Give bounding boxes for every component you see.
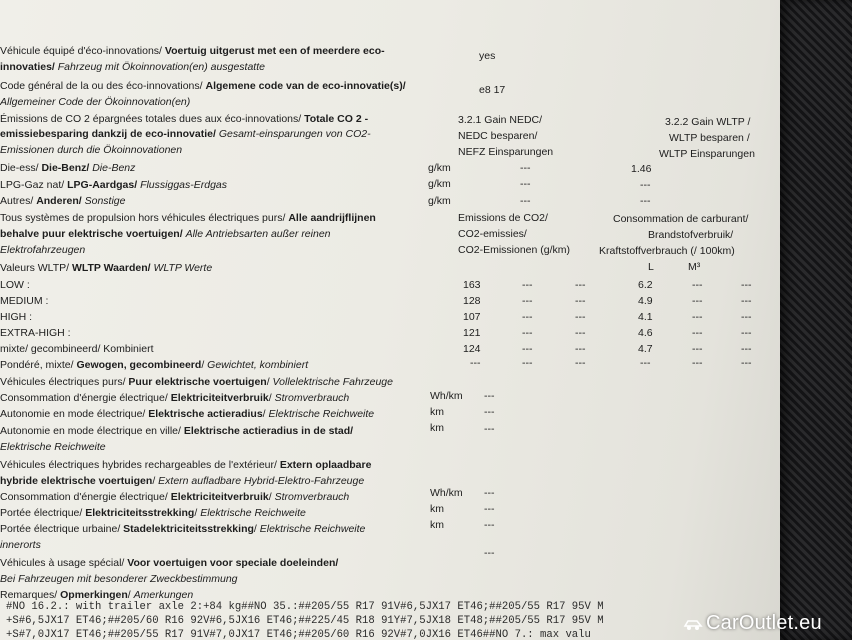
line-segment: Anderen/ xyxy=(36,195,85,207)
value-cell: --- xyxy=(692,357,703,369)
value-cell: Consommation de carburant/ xyxy=(613,213,749,225)
line-segment: Sonstige xyxy=(84,195,126,207)
line-segment: Opmerkingen xyxy=(60,589,128,601)
line-segment: Die-Benz/ xyxy=(41,162,93,174)
line-segment: Alle Antriebsarten außer reinen xyxy=(185,228,331,240)
document-line xyxy=(0,162,135,175)
document-line xyxy=(0,262,212,275)
value-cell: --- xyxy=(741,279,752,291)
line-segment: Véhicules à usage spécial/ xyxy=(0,557,128,569)
value-cell: --- xyxy=(575,343,586,355)
line-segment: Stadelektriciteitsstrekking xyxy=(123,523,254,535)
value-cell: --- xyxy=(741,357,752,369)
line-segment: Extern oplaadbare xyxy=(279,459,372,471)
line-segment: HIGH : xyxy=(0,311,33,323)
line-segment: Elektrofahrzeugen xyxy=(0,244,86,256)
line-segment: Flussiggas-Erdgas xyxy=(140,179,228,191)
document-line xyxy=(0,408,374,421)
line-segment: Véhicules électriques purs/ xyxy=(0,376,129,388)
value-cell: km xyxy=(430,406,444,418)
value-cell: 4.7 xyxy=(638,343,653,355)
line-segment: Elektriciteitsstrekking xyxy=(85,507,195,519)
remarks-line: +S#7,0JX17 ET46;##205/55 R17 91V#7,0JX17 ET46;##205/60 R16 92V#7,0JX16 ET46##NO 7.: max valu xyxy=(6,629,591,640)
dark-fabric-edge xyxy=(780,0,852,640)
document-line xyxy=(0,475,364,488)
value-cell: L xyxy=(648,261,654,273)
value-cell: WLTP Einsparungen xyxy=(659,148,755,160)
line-segment: Die-Benz xyxy=(92,162,136,174)
document-line xyxy=(0,507,306,520)
value-cell: --- xyxy=(741,311,752,323)
line-segment: Autres/ xyxy=(0,195,37,207)
line-segment: / xyxy=(194,507,201,519)
value-cell: NEFZ Einsparungen xyxy=(458,146,554,158)
value-cell: --- xyxy=(522,295,533,307)
line-segment: LPG-Gaz nat/ xyxy=(0,179,68,191)
document-line xyxy=(0,195,126,208)
line-segment: Bei Fahrzeugen mit besonderer Zweckbestimmung xyxy=(0,573,238,585)
line-segment: Véhicule équipé d'éco-innovations/ xyxy=(0,45,165,57)
line-segment: Gesamt-einsparungen von CO2- xyxy=(218,128,371,140)
line-segment: Voor voertuigen voor speciale doeleinden/ xyxy=(127,557,339,569)
value-cell: M³ xyxy=(688,261,701,273)
document-line xyxy=(0,392,349,405)
caroutlet-logo-icon xyxy=(683,614,703,634)
document-line xyxy=(0,491,349,504)
value-cell: --- xyxy=(522,327,533,339)
value-cell: 124 xyxy=(463,343,481,355)
value-cell: km xyxy=(430,519,444,531)
line-segment: innovaties/ xyxy=(0,61,58,73)
line-segment: Elektrische actieradius xyxy=(148,408,263,420)
document-line xyxy=(0,244,85,257)
value-cell: --- xyxy=(470,357,481,369)
value-cell: --- xyxy=(522,357,533,369)
value-cell: g/km xyxy=(428,162,451,174)
line-segment: Alle aandrijflijnen xyxy=(288,212,376,224)
value-cell: --- xyxy=(640,357,651,369)
line-segment: / xyxy=(127,589,134,601)
line-segment: Puur elektrische voertuigen xyxy=(128,376,267,388)
line-segment: Totale CO 2 - xyxy=(304,113,369,125)
line-segment: / xyxy=(268,392,275,404)
line-segment: Émissions de CO 2 épargnées totales dues aux éco-innovations/ xyxy=(0,113,305,125)
value-cell: --- xyxy=(741,327,752,339)
value-cell: NEDC besparen/ xyxy=(458,130,538,142)
value-cell: --- xyxy=(522,279,533,291)
line-segment: Consommation d'énergie électrique/ xyxy=(0,392,171,404)
line-segment: Stromverbrauch xyxy=(274,491,350,503)
line-segment: Véhicules électriques hybrides rechargeables de l'extérieur/ xyxy=(0,459,280,471)
line-segment: Portée électrique/ xyxy=(0,507,86,519)
value-cell: 4.1 xyxy=(638,311,653,323)
line-segment: Pondéré, mixte/ xyxy=(0,359,77,371)
line-segment: Elektriciteitverbruik xyxy=(170,392,269,404)
document-line xyxy=(0,459,371,472)
document-line xyxy=(0,113,368,126)
value-cell: --- xyxy=(575,279,586,291)
line-segment: Autonomie en mode électrique/ xyxy=(0,408,149,420)
document-line xyxy=(0,523,365,536)
value-cell: --- xyxy=(692,327,703,339)
value-cell: 107 xyxy=(463,311,481,323)
value-cell: --- xyxy=(692,311,703,323)
remarks-line: +S#6,5JX17 ET46;##205/60 R16 92V#6,5JX16 ET46;##225/45 R18 91Y#7,5JX18 ET48;##205/55 R17 95V M xyxy=(6,615,604,627)
line-segment: WLTP Waarden/ xyxy=(71,262,154,274)
line-segment: Stromverbrauch xyxy=(274,392,350,404)
line-segment: Emissionen durch die Ökoinnovationen xyxy=(0,144,183,156)
value-cell: --- xyxy=(741,295,752,307)
document-line xyxy=(0,539,41,552)
line-segment: LPG-Aardgas/ xyxy=(67,179,141,191)
value-cell: --- xyxy=(640,179,651,191)
value-cell: CO2-Emissionen (g/km) xyxy=(458,244,571,256)
value-cell: --- xyxy=(741,343,752,355)
document-line xyxy=(0,343,154,356)
value-cell: 4.6 xyxy=(638,327,653,339)
line-segment: Fahrzeug mit Ökoinnovation(en) ausgestatte xyxy=(57,61,265,73)
line-segment: Elektriciteitverbruik xyxy=(170,491,269,503)
line-segment: Valeurs WLTP/ xyxy=(0,262,72,274)
value-cell: 4.9 xyxy=(638,295,653,307)
document-line xyxy=(0,359,308,372)
value-cell: g/km xyxy=(428,178,451,190)
line-segment: Vollelektrische Fahrzeuge xyxy=(272,376,393,388)
value-cell: 6.2 xyxy=(638,279,653,291)
document-line xyxy=(0,311,32,324)
watermark: CarOutlet.eu xyxy=(706,612,822,634)
value-cell: --- xyxy=(484,547,495,559)
document-line xyxy=(0,80,406,93)
line-segment: Elektrische Reichweite xyxy=(200,507,306,519)
document-line xyxy=(0,441,106,454)
document-line xyxy=(0,376,393,389)
value-cell: Kraftstoffverbrauch (/ 100km) xyxy=(599,245,735,257)
line-segment: / xyxy=(262,408,269,420)
document-line xyxy=(0,425,353,438)
value-cell: 3.2.1 Gain NEDC/ xyxy=(458,114,543,126)
document-line xyxy=(0,96,190,109)
line-segment: Extern aufladbare Hybrid-Elektro-Fahrzeuge xyxy=(158,475,365,487)
line-segment: hybride elektrische voertuigen xyxy=(0,475,153,487)
line-segment: EXTRA-HIGH : xyxy=(0,327,71,339)
value-cell: km xyxy=(430,422,444,434)
line-segment: Elektrische Reichweite xyxy=(259,523,366,535)
line-segment: Autonomie en mode électrique en ville/ xyxy=(0,425,184,437)
line-segment: mixte/ gecombineerd/ Kombiniert xyxy=(0,343,154,355)
document-line xyxy=(0,327,71,340)
value-cell: yes xyxy=(479,50,496,62)
line-segment: behalve puur elektrische voertuigen/ xyxy=(0,228,186,240)
value-cell: --- xyxy=(484,519,495,531)
line-segment: Algemene code van de eco-innovatie(s)/ xyxy=(205,80,406,92)
value-cell: --- xyxy=(484,487,495,499)
line-segment: Remarques/ xyxy=(0,589,61,601)
value-cell: Brandstofverbruik/ xyxy=(648,229,734,241)
value-cell: --- xyxy=(575,357,586,369)
value-cell: --- xyxy=(692,343,703,355)
line-segment: MEDIUM : xyxy=(0,295,49,307)
line-segment: / xyxy=(253,523,260,535)
value-cell: --- xyxy=(522,311,533,323)
document-line xyxy=(0,295,48,308)
value-cell: --- xyxy=(575,311,586,323)
line-segment: WLTP Werte xyxy=(153,262,213,274)
document-line xyxy=(0,573,238,586)
line-segment: Elektrische Reichweite xyxy=(268,408,375,420)
value-cell: --- xyxy=(640,195,651,207)
value-cell: --- xyxy=(520,162,531,174)
document-line xyxy=(0,212,376,225)
document-line xyxy=(0,179,227,192)
line-segment: Allgemeiner Code der Ökoinnovation(en) xyxy=(0,96,191,108)
document-line xyxy=(0,279,30,292)
remarks-line: #NO 16.2.: with trailer axle 2:+84 kg##NO 35.:##205/55 R17 91V#6,5JX17 ET46;##205/55 R17 95V M xyxy=(6,601,604,613)
document-line xyxy=(0,128,371,141)
line-segment: Tous systèmes de propulsion hors véhicules électriques purs/ xyxy=(0,212,289,224)
value-cell: --- xyxy=(692,295,703,307)
value-cell: Wh/km xyxy=(430,487,463,499)
document-line xyxy=(0,61,265,74)
value-cell: --- xyxy=(692,279,703,291)
value-cell: 1.46 xyxy=(631,163,652,175)
value-cell: 128 xyxy=(463,295,481,307)
value-cell: km xyxy=(430,503,444,515)
line-segment: Portée électrique urbaine/ xyxy=(0,523,124,535)
line-segment: Elektrische actieradius in de stad/ xyxy=(183,425,354,437)
line-segment: Voertuig uitgerust met een of meerdere eco- xyxy=(164,45,385,57)
document-line xyxy=(0,45,385,58)
value-cell: --- xyxy=(484,503,495,515)
value-cell: --- xyxy=(484,423,495,435)
value-cell: --- xyxy=(484,390,495,402)
line-segment: / xyxy=(201,359,208,371)
line-segment: LOW : xyxy=(0,279,30,291)
line-segment: innerorts xyxy=(0,539,41,551)
value-cell: --- xyxy=(575,327,586,339)
value-cell: --- xyxy=(522,343,533,355)
value-cell: 3.2.2 Gain WLTP / xyxy=(665,116,751,128)
line-segment: Gewichtet, kombiniert xyxy=(207,359,309,371)
line-segment: / xyxy=(268,491,275,503)
document-line xyxy=(0,144,182,157)
value-cell: --- xyxy=(520,178,531,190)
value-cell: --- xyxy=(484,406,495,418)
line-segment: Gewogen, gecombineerd xyxy=(76,359,202,371)
value-cell: 163 xyxy=(463,279,481,291)
value-cell: --- xyxy=(520,195,531,207)
line-segment: emissiebesparing dankzij de eco-innovatie/ xyxy=(0,128,219,140)
value-cell: 121 xyxy=(463,327,481,339)
value-cell: g/km xyxy=(428,195,451,207)
value-cell: --- xyxy=(575,295,586,307)
value-cell: Wh/km xyxy=(430,390,463,402)
document-line xyxy=(0,228,331,241)
document-line xyxy=(0,557,338,570)
value-cell: WLTP besparen / xyxy=(669,132,750,144)
line-segment: Elektrische Reichweite xyxy=(0,441,106,453)
line-segment: Consommation d'énergie électrique/ xyxy=(0,491,171,503)
line-segment: Code général de la ou des éco-innovations/ xyxy=(0,80,206,92)
line-segment: / xyxy=(266,376,273,388)
line-segment: Die-ess/ xyxy=(0,162,42,174)
line-segment: / xyxy=(152,475,159,487)
line-segment: Amerkungen xyxy=(133,589,194,601)
value-cell: Emissions de CO2/ xyxy=(458,212,548,224)
value-cell: CO2-emissies/ xyxy=(458,228,527,240)
value-cell: e8 17 xyxy=(479,84,506,96)
